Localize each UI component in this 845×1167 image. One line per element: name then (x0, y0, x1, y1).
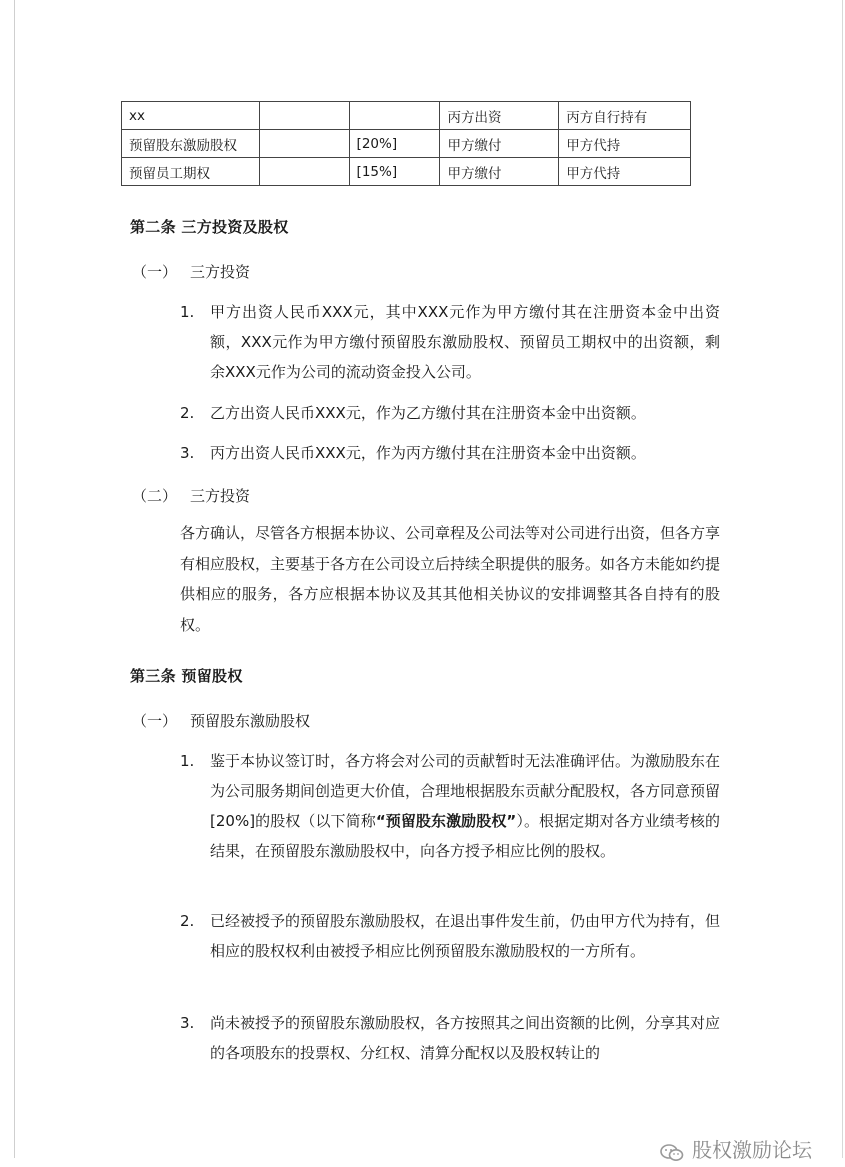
table-cell: 甲方代持 (559, 158, 691, 186)
item-text-part: 鉴于本协议签订时，各方将会对公司的贡献暂时无法准确评估。为激励股东在为公司服务期间创造更大价值，合理地根据股东贡献分配股权，各方同意预留[20%]的股权（以下简称 (210, 752, 721, 830)
watermark (660, 1134, 812, 1163)
article-3-section-1-heading (132, 710, 310, 731)
list-item (180, 1008, 720, 1068)
section-number: （一） (132, 263, 178, 281)
table-cell: 甲方代持 (559, 130, 691, 158)
page-edge-left (14, 0, 15, 1158)
item-text: 乙方出资人民币XXX元，作为乙方缴付其在注册资本金中出资额。 (210, 404, 646, 422)
table-cell: 丙方自行持有 (559, 102, 691, 130)
watermark-text: 股权激励论坛 (692, 1138, 812, 1162)
list-item (180, 438, 720, 468)
item-text-part: ）。根据定期对各方业绩考核的结果，在预留股东激励股权中，向各方授予相应比例的股权。 (210, 812, 720, 860)
table-cell: 预留员工期权 (122, 158, 260, 186)
table-cell: [15%] (349, 158, 440, 186)
list-item (180, 746, 720, 866)
table-cell (259, 130, 349, 158)
table-cell: 甲方缴付 (440, 158, 559, 186)
item-text: 尚未被授予的预留股东激励股权，各方按照其之间出资额的比例，分享其对应的各项股东的投票权、分红权、清算分配权以及股权转让的 (210, 1014, 721, 1062)
table-cell: 预留股东激励股权 (122, 130, 260, 158)
article-2-section-1-heading (132, 261, 250, 282)
table-cell: 丙方出资 (440, 102, 559, 130)
item-number: 3. (180, 1014, 195, 1032)
item-number: 2. (180, 404, 195, 422)
item-number: 3. (180, 444, 195, 462)
item-text: 甲方出资人民币XXX元，其中XXX元作为甲方缴付其在注册资本金中出资额，XXX元作为甲方缴付预留股东激励股权、预留员工期权中的出资额，剩余XXX元作为公司的流动资金投入公司。 (210, 303, 720, 381)
article-2-heading: 第二条 三方投资及股权 (130, 218, 289, 236)
page-edge-right (842, 0, 843, 1158)
item-text: 丙方出资人民币XXX元，作为丙方缴付其在注册资本金中出资额。 (210, 444, 646, 462)
paragraph: 各方确认，尽管各方根据本协议、公司章程及公司法等对公司进行出资，但各方享有相应股权，主要基于各方在公司设立后持续全职提供的服务。如各方未能如约提供相应的服务，各方应根据本协议及其其他相关协议的安排调整其各自持有的股权。 (180, 524, 721, 634)
section-number: （一） (132, 712, 178, 730)
article-3-heading: 第三条 预留股权 (130, 667, 243, 685)
defined-term: “预留股东激励股权” (375, 812, 517, 830)
table-row (122, 130, 691, 158)
list-item (180, 297, 720, 387)
list-item (180, 398, 720, 428)
table-cell: xx (122, 102, 260, 130)
list-item (180, 906, 720, 966)
table-cell: [20%] (349, 130, 440, 158)
section-number: （二） (132, 487, 178, 505)
item-text: 已经被授予的预留股东激励股权，在退出事件发生前，仍由甲方代为持有，但相应的股权权利由被授予相应比例预留股东激励股权的一方所有。 (210, 912, 721, 960)
table-cell (349, 102, 440, 130)
section-label: 三方投资 (190, 263, 251, 281)
section-label: 预留股东激励股权 (190, 712, 311, 730)
shareholding-table (121, 101, 691, 186)
item-number: 2. (180, 912, 195, 930)
article-2-section-2-heading (132, 485, 250, 506)
item-number: 1. (180, 752, 195, 770)
table-row (122, 158, 691, 186)
table-row (122, 102, 691, 130)
item-number: 1. (180, 303, 195, 321)
table-cell: 甲方缴付 (440, 130, 559, 158)
table-cell (259, 102, 349, 130)
section-label: 三方投资 (190, 487, 251, 505)
item-text (210, 746, 720, 866)
table-cell (259, 158, 349, 186)
